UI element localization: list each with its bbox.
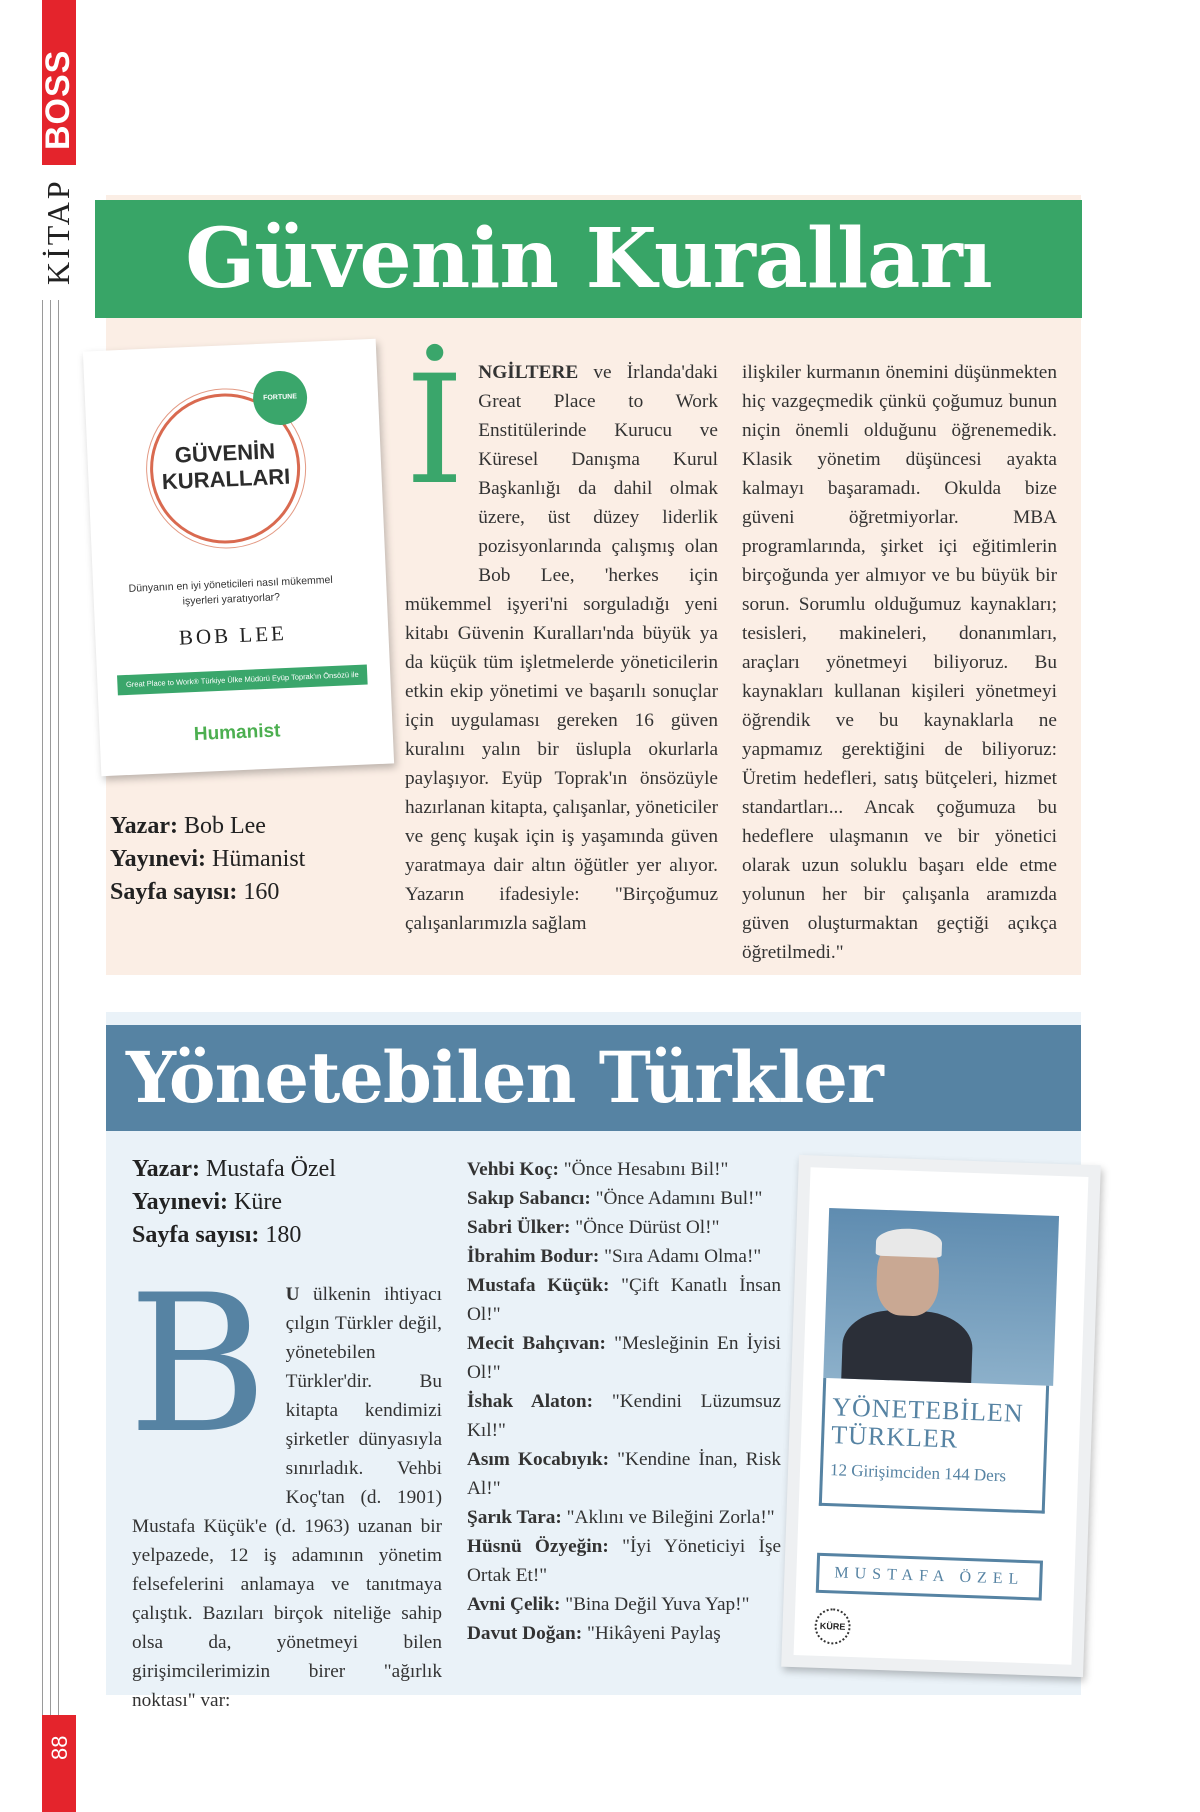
quote-item: İshak Alaton: "Kendini Lüzumsuz Kıl!" (467, 1391, 781, 1441)
cover-title-line2: TÜRKLER (830, 1420, 959, 1454)
info-pages-row: Sayfa sayısı: 180 (132, 1222, 302, 1248)
lead-caps: U (285, 1284, 300, 1305)
quote-item: İbrahim Bodur: "Sıra Adamı Olma!" (467, 1246, 762, 1267)
article1-book-info (110, 810, 305, 909)
body-text: ve İrlanda'daki Great Place to Work Enstitülerinde Kurucu ve Küresel Danışma Kurul Başkanlığı da dahil olmak üzere, üst düzey liderlik pozisyonlarında çalışmış olan Bob Lee, 'herkes için mükemmel işyeri'ni sorguladığı yeni kitabı Güvenin Kuralları'nda büyük ya da küçük tüm işletmelerde yöneticilerin etkin ekip yönetimi ve başarılı sonuçlar için uygulaması gereken 16 güven kuralını yalın bir üslupla okurlarla paylaşıyor. Eyüp Toprak'ın önsözüyle hazırlanan kitapta, çalışanlar, yöneticiler ve genç kuşak için iş yaşamında güven yaratmaya dair altın öğütler yer alıyor. Yazarın ifadesiyle: "Birçoğumuz çalışanlarımızla sağlam (405, 362, 718, 934)
brand-logo: BOSS (39, 49, 77, 150)
article2-book-info (132, 1153, 336, 1252)
article1-column-2 (742, 358, 1057, 967)
cover-title-line1: YÖNETEBİLEN (831, 1392, 1025, 1428)
photo-hair (876, 1228, 943, 1258)
cover-author: BOB LEE (178, 620, 288, 650)
cover-title (87, 435, 364, 499)
article2-title: Yönetebilen Türkler (126, 1036, 883, 1119)
article1-column-1 (405, 344, 718, 938)
article2-book-cover (781, 1155, 1101, 1677)
quote-item: Vehbi Koç: "Önce Hesabını Bil!" (467, 1159, 729, 1180)
article1-title: Güvenin Kuralları (185, 211, 992, 307)
info-publisher-row: Yayınevi: Küre (132, 1189, 282, 1215)
cover-inner (794, 1167, 1089, 1664)
cover-title (831, 1393, 1053, 1457)
cover-subtitle: Dünyanın en iyi yöneticileri nasıl mükemmel işyerleri yaratıyorlar? (128, 573, 333, 608)
info-pages-row: Sayfa sayısı: 160 (110, 879, 280, 905)
info-publisher-row: Yayınevi: Hümanist (110, 846, 306, 872)
author-photo (823, 1208, 1059, 1386)
lead-caps: NGİLTERE (478, 362, 579, 383)
quote-item: Sabri Ülker: "Önce Dürüst Ol!" (467, 1217, 720, 1238)
photo-body (841, 1309, 974, 1386)
quote-item: Davut Doğan: "Hikâyeni Paylaş (467, 1623, 721, 1644)
edge-rule (50, 300, 51, 1720)
cover-author: MUSTAFA ÖZEL (816, 1553, 1043, 1601)
cover-subtitle: 12 Girişimciden 144 Ders (829, 1460, 1007, 1486)
edge-rule (58, 300, 59, 1720)
cover-title-line2: KURALLARI (161, 463, 291, 495)
drop-cap: İ (405, 344, 465, 518)
info-author-row: Yazar: Mustafa Özel (132, 1156, 336, 1182)
quote-item: Hüsnü Özyeğin: "İyi Yöneticiyi İşe Ortak Et!" (467, 1536, 782, 1586)
edge-rule (42, 300, 43, 1720)
info-author-row: Yazar: Bob Lee (110, 813, 266, 839)
quote-item: Sakıp Sabancı: "Önce Adamını Bul!" (467, 1188, 763, 1209)
quote-item: Şarık Tara: "Aklını ve Bileğini Zorla!" (467, 1507, 775, 1528)
quote-item: Mustafa Küçük: "Çift Kanatlı İnsan Ol!" (467, 1275, 782, 1325)
section-label: KİTAP (40, 178, 76, 285)
cover-title-line1: GÜVENİN (174, 438, 276, 468)
page-number: 88 (47, 1735, 72, 1760)
publisher-logo: KÜRE (814, 1608, 851, 1645)
article1-book-cover (83, 339, 394, 776)
cover-strip: Great Place to Work® Türkiye Ülke Müdürü Eyüp Toprak'ın Önsözü ile (117, 665, 368, 696)
cover-publisher: Humanist (193, 720, 281, 746)
article2-column-1 (128, 1254, 442, 1715)
quote-item: Avni Çelik: "Bina Değil Yuva Yap!" (467, 1594, 750, 1615)
article2-quote-list (467, 1155, 781, 1648)
body-text: ilişkiler kurmanın önemini düşünmekten hiç vazgeçmedik çünkü çoğumuz bunun niçin önemli olduğunu öğrenemedik. Klasik yönetim düşüncesi ayakta kalmayı başaramadı. Okulda bize güveni öğretmiyorlar. MBA programlarında, şirket içi eğitimlerin birçoğunda yer almıyor ve bu büyük bir sorun. Sorumlu olduğumuz kaynakları; tesisleri, makineleri, donanımları, araçları yönetmeyi biliyoruz. Bu kaynakları kullanan kişileri yönetmeyi öğrendik ve bu kaynaklarla ne yapmamız gerektiğini de biliyoruz: Üretim hedefleri, satış bütçeleri, hizmet standartları... Ancak çoğumuza bu hedeflere ulaşmanın ve bir yönetici olarak uzun soluklu başarı elde etme yolunun her bir çalışanla aramızda güven oluşturmaktan geçtiği açıkça öğretilmedi." (742, 362, 1057, 963)
quote-item: Mecit Bahçıvan: "Mesleğinin En İyisi Ol!" (467, 1333, 781, 1383)
cover-badge: FORTUNE (252, 370, 308, 426)
drop-cap: B (128, 1254, 268, 1475)
body-text: ülkenin ihtiyacı çılgın Türkler değil, yönetebilen Türkler'dir. Bu kitapta kendimizi şirketler dünyasıyla sınırladık. Vehbi Koç'tan (d. 1901) Mustafa Küçük'e (d. 1963) uzanan bir yelpazede, 12 iş adamının yönetim felsefelerini anlamaya ve tanıtmaya çalıştık. Bazıları birçok niteliğe sahip olsa da, yönetmeyi bilen girişimcilerimizin birer "ağırlık noktası" var: (132, 1284, 442, 1711)
quote-item: Asım Kocabıyık: "Kendine İnan, Risk Al!" (467, 1449, 782, 1499)
